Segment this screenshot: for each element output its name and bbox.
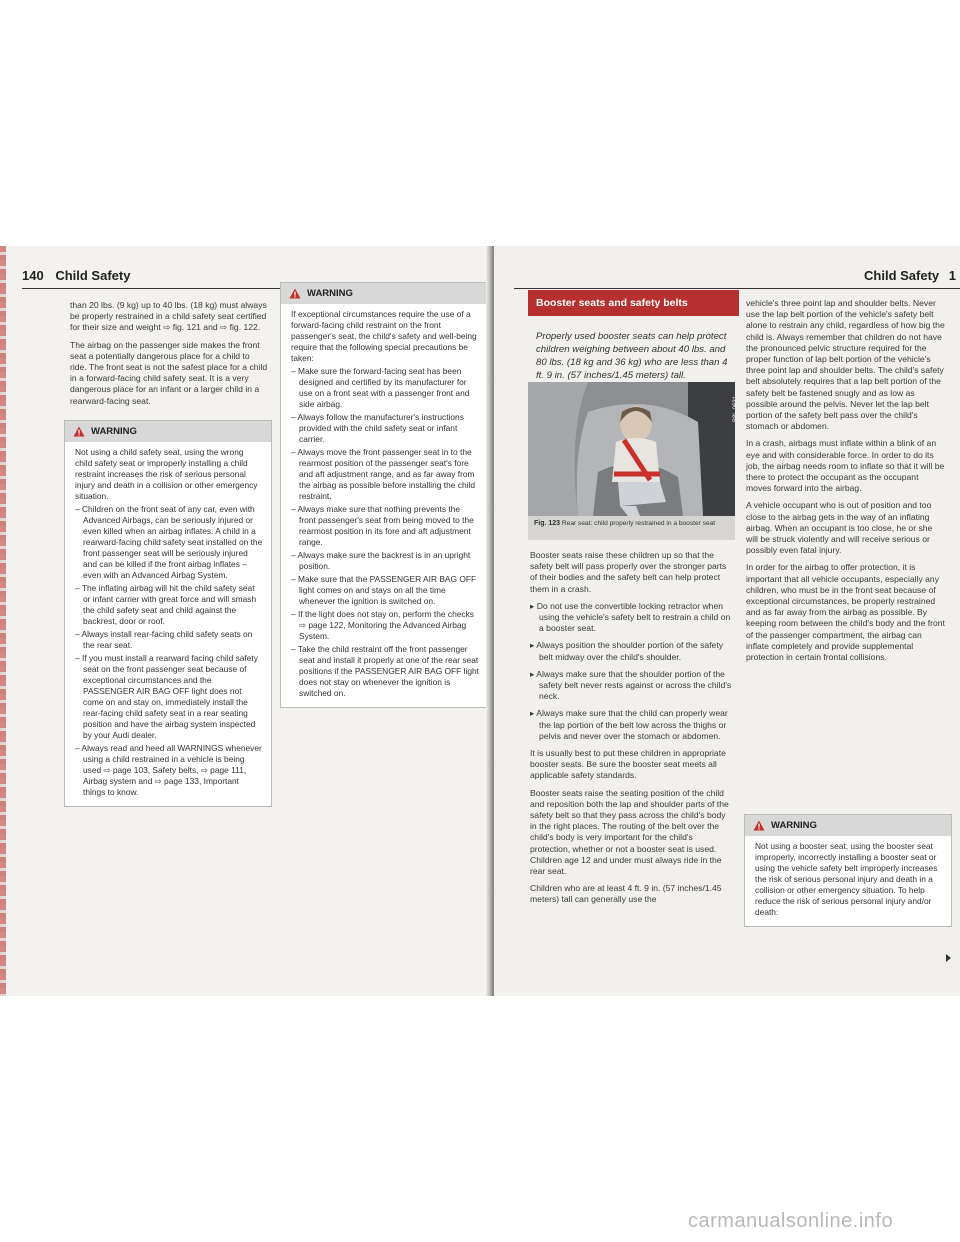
bullet-icon: ▸: [530, 600, 537, 611]
warning-intro: Not using a child safety seat, using the wrong child safety seat or improperly installing a child restraint increases the risk of serious personal injury and death in a collision or other emergency situation.: [75, 447, 258, 501]
book-spread: [0, 246, 960, 996]
section-intro: Properly used booster seats can help protect children weighing between about 40 lbs. and 80 lbs. (18 kg and 36 kg) who are less than 4 ft. 9 in. (57 inches/1.45 meters) tall.: [536, 331, 728, 381]
warning-triangle-icon: [753, 820, 765, 831]
page-header: [864, 268, 956, 283]
paragraph: The airbag on the passenger side makes the front seat a potentially dangerous place for a child to ride. The front seat is not the safest place for a child in a forward-facing child safety seat. It is a very dangerous place for an infant or a larger child in a rearward-facing seat.: [70, 339, 268, 406]
warning-item: – Always follow the manufacturer's instructions provided with the child safety seat or infant carrier.: [291, 412, 464, 444]
paragraph: A vehicle occupant who is out of position and too close to the airbag gets in the way of an inflating airbag. When an occupant is too close, he or she will be struck violently and will receive serious or possibly even fatal injury.: [746, 500, 933, 556]
paragraph: In order for the airbag to offer protection, it is important that all vehicle occupants, especially any children, who must be in the front seat because of exceptional circumstances, be properly restrained and as far away from the airbag as possible. By keeping room between the child's body and the front of the passenger compartment, the airbag can inflate completely and provide supplemental protection in certain frontal collisions.: [746, 562, 945, 663]
warning-item: – If you must install a rearward facing child safety seat on the front passenger seat because of exceptional circumstances and the PASSENGER AIR BAG OFF light does not come on and stay on, immediately install the rear-facing child safety seat in a rear seating position and have the airbag system inspected by your Audi dealer.: [75, 653, 258, 740]
warning-header: [281, 283, 487, 304]
warning-item: – Always make sure that nothing prevents the front passenger's seat from being moved to the rearmost position in its fore and aft adjustment range.: [291, 504, 474, 547]
header-title: Child Safety: [55, 268, 131, 283]
right-page: [494, 246, 960, 996]
warning-body: [65, 442, 271, 806]
warning-item: – Make sure the forward-facing seat has been designed and certified by its manufacturer for use on a front seat with a passenger front and side airbag.: [291, 366, 470, 409]
figure-label: Fig. 123: [534, 520, 561, 527]
bullet-item: ▸ Always position the shoulder portion of the safety belt midway over the child's shoulder.: [530, 640, 724, 662]
bullet-item: ▸ Always make sure that the shoulder portion of the safety belt never rests against or across the child's neck.: [530, 668, 732, 702]
paragraph: In a crash, airbags must inflate within a blink of an eye and with considerable force. In order to do its job, the airbag needs room to inflate so that it will be there to protect the occupant as the occupant moves forward into the airbag.: [746, 438, 945, 494]
warning-title: WARNING: [91, 426, 137, 437]
bullet-item: ▸ Do not use the convertible locking retractor when using the vehicle's safety belt to restrain a child on a booster seat.: [530, 600, 731, 634]
warning-header: [745, 815, 951, 836]
bullet-item: ▸ Always make sure that the child can properly wear the lap portion of the belt low across the thighs or pelvis and never over the stomach or abdomen.: [530, 708, 728, 741]
figure-caption: [528, 516, 735, 540]
caption-text: Rear seat: child properly restrained in a booster seat: [561, 520, 716, 527]
watermark: carmanualsonline.info: [688, 1210, 894, 1232]
figure-code: B8L-0631: [733, 396, 739, 423]
bullet-icon: ▸: [530, 708, 537, 719]
warning-item: – Always read and heed all WARNINGS whenever using a child restrained in a vehicle is being used ⇨ page 103, Safety belts, ⇨ page 111, Airbag system and ⇨ page 133, Important things to know.: [75, 743, 262, 797]
paragraph: vehicle's three point lap and shoulder belts. Never use the lap belt portion of the vehicle's safety belt alone to restrain any child, regardless of how big the child is. Always remember that children do not have the pronounced pelvic structure required for the proper function of lap belt portion of the vehicle's three point lap and shoulder belts. The child's safety belt absolutely requires that a lap belt portion of the safety belt be fastened snugly and as low as possible around the pelvis. Never let the lap belt portion of the safety belt pass over the child's stomach or abdomen.: [746, 298, 945, 432]
warning-item: – Make sure that the PASSENGER AIR BAG OFF light comes on and stays on all the time whenever the ignition is switched on.: [291, 574, 477, 606]
warning-item: – The inflating airbag will hit the child safety seat or infant carrier with great force and will smash the child safety seat and child against the backrest, door or roof.: [75, 583, 257, 626]
warning-item: – If the light does not stay on, perform the checks ⇨ page 122, Monitoring the Advanced Airbag System.: [291, 609, 474, 641]
warning-body: [281, 304, 487, 707]
warning-item: – Children on the front seat of any car, even with Advanced Airbags, can be seriously injured or even killed when an airbag inflates. A child in a rearward-facing child safety seat installed on the front passenger seat will be seriously injured and can be killed if the front airbag inflates – even with an Advanced Airbag System.: [75, 504, 263, 580]
paragraph: It is usually best to put these children in appropriate booster seats. Be sure the booster seat meets all applicable safety standards.: [530, 748, 726, 781]
right-column-1: [530, 550, 734, 912]
warning-triangle-icon: [289, 288, 301, 299]
warning-title: WARNING: [307, 288, 353, 299]
paragraph: than 20 lbs. (9 kg) up to 40 lbs. (18 kg) must always be properly restrained in a child safety seat certified for their size and weight ⇨ fig. 121 and ⇨ fig. 122.: [70, 300, 267, 333]
warning-header: [65, 421, 271, 442]
bullet-icon: ▸: [530, 668, 537, 679]
warning-triangle-icon: [73, 426, 85, 437]
header-rule: [514, 288, 960, 289]
warning-title: WARNING: [771, 820, 817, 831]
section-title: Booster seats and safety belts: [528, 290, 739, 316]
page-header: [22, 268, 130, 283]
bullet-icon: ▸: [530, 640, 537, 651]
paragraph: Booster seats raise these children up so that the safety belt will pass properly over the stronger parts of their bodies and the safety belt can help protect them in a crash.: [530, 550, 727, 594]
warning-item: – Take the child restraint off the front passenger seat and install it properly at one of the rear seat positions if the PASSENGER AIR BAG OFF light does not stay on whenever the ignition is switched on.: [291, 644, 479, 698]
header-title: Child Safety: [864, 268, 940, 283]
page-number: 1: [948, 268, 956, 283]
warning-item: – Always install rear-facing child safety seats on the rear seat.: [75, 629, 253, 650]
paragraph: Children who are at least 4 ft. 9 in. (57 inches/1.45 meters) tall can generally use the: [530, 883, 722, 905]
warning-item: – Always make sure the backrest is in an upright position.: [291, 550, 471, 571]
paragraph: Booster seats raise the seating position of the child and reposition both the lap and shoulder parts of the safety belt so that they pass across the child's body in the right places. The routing of the belt over the child's body is very important for the child's protection, whether or not a booster seat is used. Children age 12 and under must always ride in the rear seat.: [530, 787, 729, 877]
figure-123: [528, 382, 739, 516]
page-number: 140: [22, 268, 44, 283]
right-column-2: [746, 298, 946, 669]
left-page: [6, 246, 492, 996]
continue-arrow-icon: [946, 954, 951, 962]
warning-item: – Always move the front passenger seat in to the rearmost position of the passenger seat's fore and aft adjustment range, and as far away from the airbag as possible before installing the child restraint.: [291, 447, 475, 501]
booster-seat-illustration: [528, 382, 735, 516]
warning-text: Not using a booster seat, using the booster seat improperly, incorrectly installing a booster seat or using the vehicle safety belt improperly increases the risk of serious personal injury and death in a collision or other emergency situation. To help reduce the risk of serious personal injury and/or death:: [755, 841, 938, 917]
warning-body: [745, 836, 951, 926]
warning-box-1: [64, 420, 272, 807]
left-column-1: [70, 300, 268, 413]
warning-intro: If exceptional circumstances require the use of a forward-facing child restraint on the front passenger's seat, the child's safety and well-being require that the following special precautions be taken:: [291, 309, 477, 363]
warning-box-2: [280, 282, 488, 708]
warning-box-3: [744, 814, 952, 927]
